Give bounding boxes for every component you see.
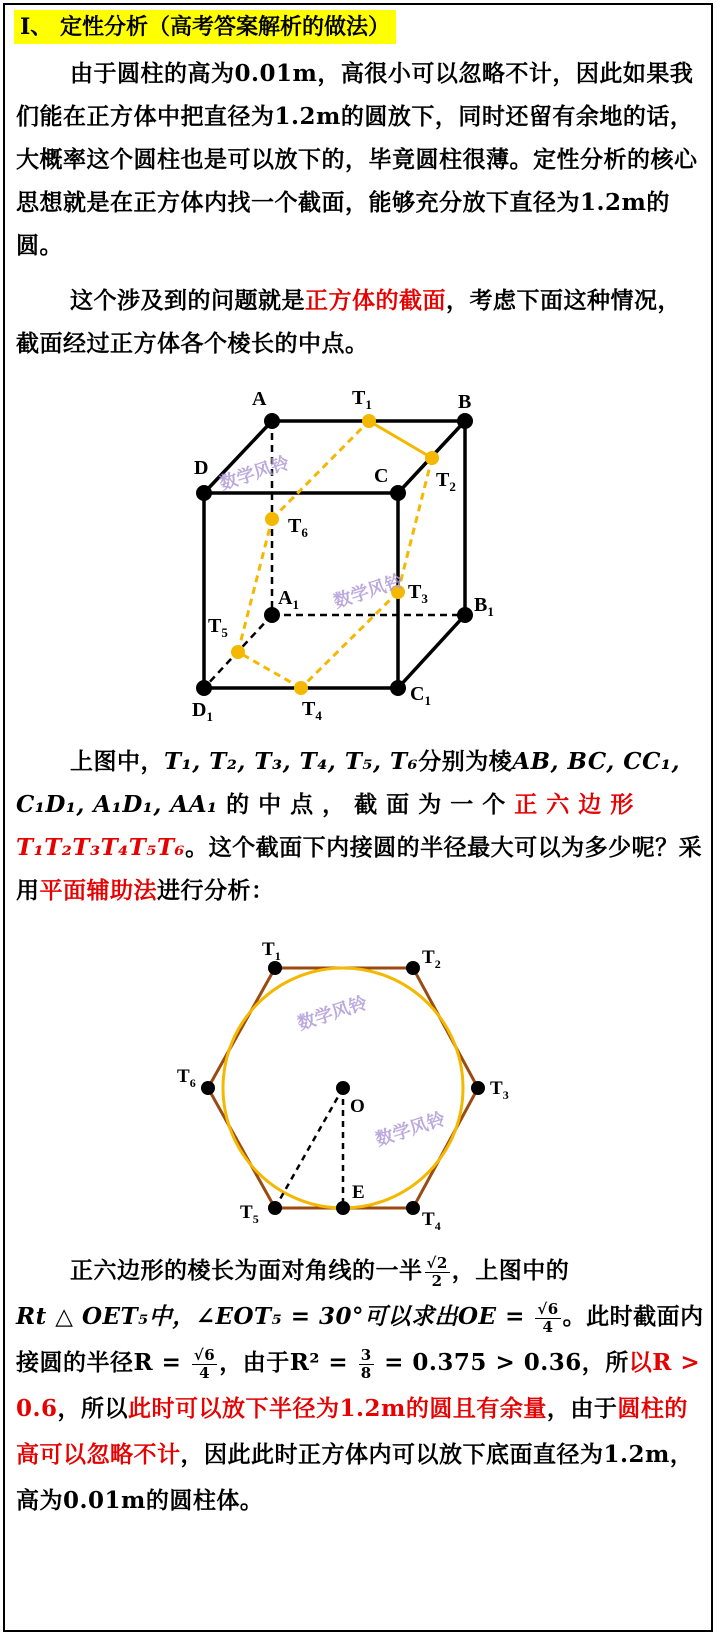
paragraph-2-text-tail: ，考虑下面这种情况，截面经过正方体各个棱长的中点。 bbox=[16, 287, 681, 357]
fraction-sqrt6-over-4: $\frac{√6}{4}$ bbox=[537, 1299, 559, 1336]
label-B: B bbox=[458, 391, 472, 413]
paragraph-4-text: = 0.375 > 0.36，所 bbox=[375, 1349, 629, 1376]
paragraph-4 bbox=[16, 1248, 704, 1524]
paragraph-3-text: 的 中 点 ， 截 面 为 一 个 bbox=[217, 791, 515, 818]
hex-label-O: O bbox=[350, 1096, 365, 1117]
hex-label-T4: $T_4$ bbox=[422, 1209, 441, 1230]
paragraph-3-text: 进行分析： bbox=[157, 877, 275, 904]
paragraph-3-text: 。这个截面下内接圆的半径最大可以为多少呢？采用 bbox=[16, 834, 703, 904]
hex-label-T3: $T_3$ bbox=[490, 1078, 509, 1102]
paragraph-4-text: ，所以 bbox=[57, 1395, 129, 1422]
label-T4: $T_4$ bbox=[302, 698, 322, 723]
highlight-hexagon: 正 六 边 形 bbox=[514, 791, 634, 818]
midpoint-list: T₁, T₂, T₃, T₄, T₅, T₆ bbox=[164, 748, 419, 775]
label-C1: $C_1$ bbox=[410, 683, 431, 708]
paragraph-4-text: ，上图中的 bbox=[451, 1257, 570, 1284]
highlight-cube-section: 正方体的截面 bbox=[305, 287, 446, 314]
hexagon-diagram bbox=[0, 930, 720, 1230]
label-C: C bbox=[374, 465, 389, 487]
paragraph-4-text: 正六边形的棱长为面对角线的一半 bbox=[70, 1257, 423, 1284]
highlight-ignore-height: 圆柱的高可以忽略不计 bbox=[16, 1395, 688, 1468]
label-T1: $T_1$ bbox=[352, 387, 372, 412]
label-T5: $T_5$ bbox=[208, 615, 228, 640]
triangle-OET5 bbox=[275, 1088, 343, 1208]
hex-label-T5: $T_5$ bbox=[240, 1202, 259, 1226]
paragraph-4-text: ，由于R² = bbox=[219, 1349, 357, 1376]
hex-label-E: E bbox=[352, 1182, 365, 1203]
watermark: 数学风铃 bbox=[217, 452, 292, 494]
paragraph-4-text: ，由于 bbox=[546, 1395, 618, 1422]
paragraph-1 bbox=[16, 52, 704, 267]
paragraph-3-text: 上图中， bbox=[70, 748, 164, 775]
highlight-r-gt-06: 以R > 0.6 bbox=[16, 1349, 701, 1422]
highlight-hexagon-name: T₁T₂T₃T₄T₅T₆ bbox=[16, 834, 186, 861]
paragraph-1-text: 由于圆柱的高为0.01m，高很小可以忽略不计，因此如果我们能在正方体中把直径为1.2m的圆放下，同时还留有余地的话，大概率这个圆柱也是可以放下的，毕竟圆柱很薄。定性分析的核心思想就是在正方体内找一个截面，能够充分放下直径为1.2m的圆。 bbox=[16, 60, 698, 259]
label-A: A bbox=[252, 388, 267, 410]
paragraph-2 bbox=[16, 279, 704, 365]
label-B1: $B_1$ bbox=[474, 594, 494, 619]
paragraph-4-text: 。此时截面内接圆的半径R = bbox=[16, 1303, 704, 1376]
section-heading: I、 定性分析（高考答案解析的做法） bbox=[14, 10, 396, 44]
label-T2: $T_2$ bbox=[436, 469, 456, 494]
watermark: 数学风铃 bbox=[295, 992, 370, 1034]
label-D1: $D_1$ bbox=[192, 699, 213, 724]
label-A1: $A_1$ bbox=[278, 587, 299, 612]
angle-statement: Rt △ OET₅中，∠EOT₅ = 30°可以求出OE = bbox=[16, 1303, 534, 1330]
fraction-sqrt2-over-2: $\frac{√2}{2}$ bbox=[426, 1253, 448, 1290]
paragraph-3-text: 分别为棱 bbox=[418, 748, 513, 775]
watermark: 数学风铃 bbox=[331, 570, 406, 612]
label-T3: $T_3$ bbox=[408, 581, 428, 606]
watermark: 数学风铃 bbox=[373, 1108, 448, 1150]
label-D: D bbox=[194, 457, 209, 479]
highlight-conclusion: 此时可以放下半径为1.2m的圆且有余量 bbox=[128, 1395, 547, 1422]
edge-list-1: AB, BC, CC₁, bbox=[512, 748, 680, 775]
label-T6: $T_6$ bbox=[288, 515, 308, 540]
cube-diagram bbox=[0, 378, 720, 740]
paragraph-3 bbox=[16, 740, 704, 912]
hex-label-T2: $T_2$ bbox=[422, 947, 441, 971]
hex-label-T1: $T_1$ bbox=[262, 939, 281, 963]
paragraph-2-text: 这个涉及到的问题就是 bbox=[70, 287, 305, 314]
paragraph-4-text: ，因此此时正方体内可以放下底面直径为1.2m，高为0.01m的圆柱体。 bbox=[16, 1441, 694, 1514]
highlight-method: 平面辅助法 bbox=[39, 877, 157, 904]
hex-label-T6: $T_6$ bbox=[177, 1066, 196, 1090]
edge-list-2: C₁D₁, A₁D₁, AA₁ bbox=[16, 791, 218, 818]
fraction-sqrt6-over-4-b: $\frac{√6}{4}$ bbox=[193, 1345, 216, 1382]
fraction-3-over-8: $\frac{3}{8}$ bbox=[360, 1345, 372, 1382]
